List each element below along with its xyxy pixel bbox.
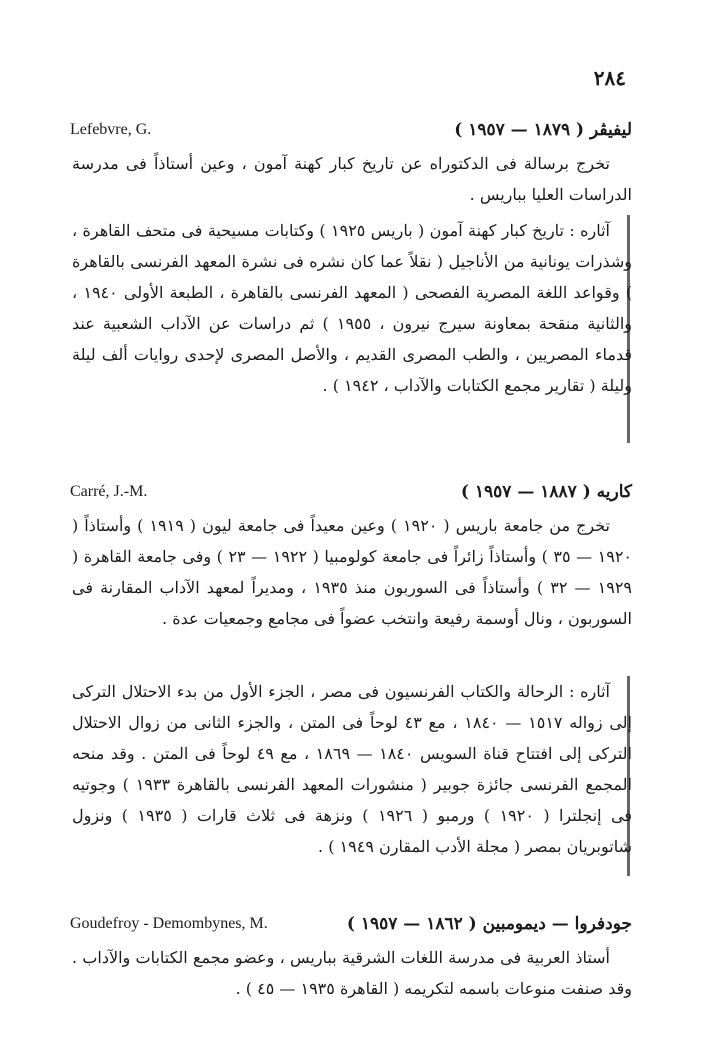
entry-latin-name: Carré, J.-M.	[70, 483, 148, 500]
entry-header	[70, 910, 632, 938]
entry-arabic-name: جودفروا — ديمومبين ( ١٨٦٢ — ١٩٥٧ )	[346, 914, 632, 934]
entry-bio: تخرج برسالة فى الدكتوراه عن تاريخ كبار كهنة آمون ، وعين أستاذاً فى مدرسة الدراسات العليا بباريس .	[72, 154, 632, 204]
entry-arabic-name: ليفيڤر ( ١٨٧٩ — ١٩٥٧ )	[454, 120, 632, 140]
entry-works: آثاره : تاريخ كبار كهنة آمون ( باريس ١٩٢٥ ) وكتابات مسيحية فى متحف القاهرة ، وشذرات يونانية من الأناجيل ( نقلاً عما كان نشره فى نشرة المعهد الفرنسى بالقاهرة ) وقواعد اللغة المصرية الفصحى ( المعهد الفرنسى بالقاهرة ، الطبعة الأولى ١٩٤٠ ، والثانية منقحة بمعاونة سيرج نيرون ، ١٩٥٥ ) ثم دراسات عن الآداب الشعبية عند قدماء المصريين ، والطب المصرى القديم ، والأصل المصرى لإحدى روايات ألف ليلة وليلة ( تقارير مجمع الكتابات والآداب ، ١٩٤٢ ) .	[72, 221, 632, 395]
entry-bio: أستاذ العربية فى مدرسة اللغات الشرقية بباريس ، وعضو مجمع الكتابات والآداب . وقد صنفت منوعات باسمه لتكريمه ( القاهرة ١٩٣٥ — ٤٥ ) .	[72, 948, 632, 998]
entry-arabic-name: كاريه ( ١٨٨٧ — ١٩٥٧ )	[460, 482, 632, 502]
entry-bio: تخرج من جامعة باريس ( ١٩٢٠ ) وعين معيداً فى جامعة ليون ( ١٩١٩ ) وأستاذاً ( ١٩٢٠ — ٣٥ ) وأستاذاً زائراً فى جامعة كولومبيا ( ١٩٢٢ — ٢٣ ) وفى جامعة القاهرة ( ١٩٢٩ — ٣٢ ) وأستاذاً فى السوربون منذ ١٩٣٥ ، ومديراً لمعهد الآداب المقارنة فى السوربون ، ونال أوسمة رفيعة وانتخب عضواً فى مجامع وجمعيات عدة .	[72, 516, 633, 628]
entry-latin-name: Lefebvre, G.	[70, 121, 152, 138]
page-number: ٢٨٤	[593, 66, 626, 90]
entry-latin-name: Goudefroy - Demombynes, M.	[70, 915, 268, 932]
entry-works: آثاره : الرحالة والكتاب الفرنسيون فى مصر ، الجزء الأول من بدء الاحتلال التركى إلى زواله ١٥١٧ — ١٨٤٠ ، مع ٤٣ لوحاً فى المتن ، والجزء الثانى من زوال الاحتلال التركى إلى افتتاح قناة السويس ١٨٤٠ — ١٨٦٩ ، مع ٤٩ لوحاً فى المتن . وقد منحه المجمع الفرنسى جائزة جوبير ( منشورات المعهد الفرنسى بالقاهرة ١٩٣٣ ) وجوتيه فى إنجلترا ( ١٩٢٠ ) ورمبو ( ١٩٢٦ ) ونزهة فى ثلاث قارات ( ١٩٣٥ ) ونزول شاتوبريان بمصر ( مجلة الأدب المقارن ١٩٤٩ ) .	[72, 682, 633, 856]
entry-header	[70, 478, 632, 506]
entry-header	[70, 116, 632, 144]
